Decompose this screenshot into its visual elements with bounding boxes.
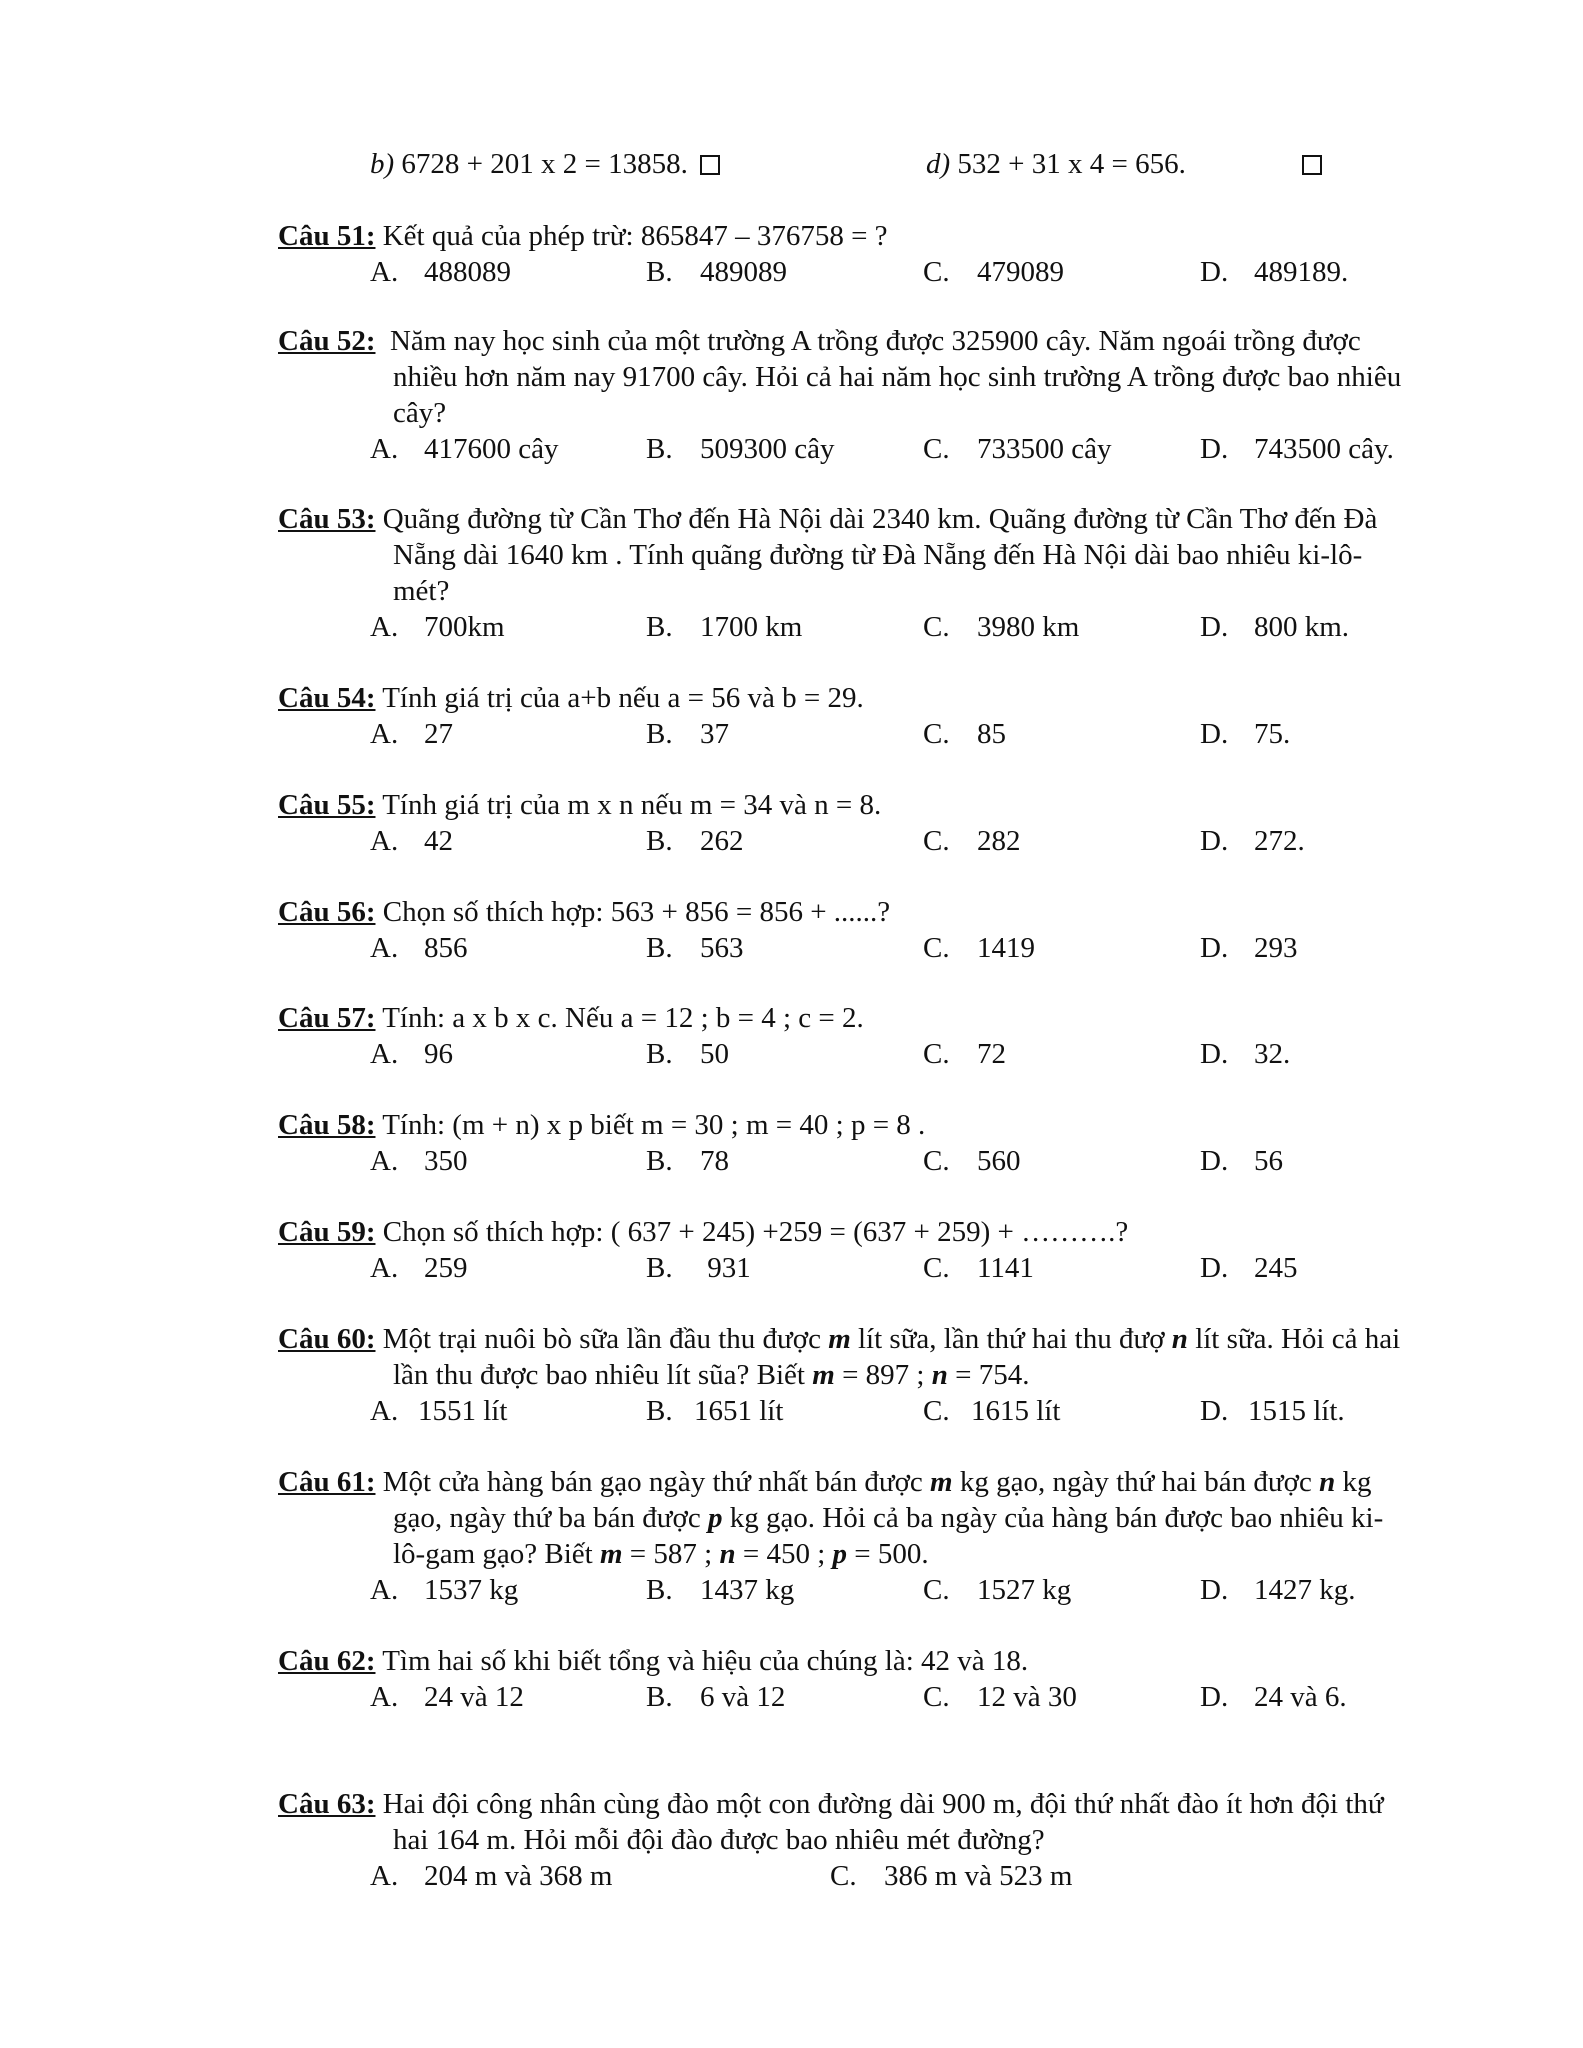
- answer-options: [278, 716, 1478, 752]
- question-number: Câu 56:: [278, 896, 376, 928]
- question-53: [278, 501, 1478, 645]
- option-c[interactable]: C. 1419: [923, 932, 1035, 964]
- option-c[interactable]: C. 85: [923, 718, 1006, 750]
- option-d[interactable]: D. 1427 kg.: [1200, 1574, 1356, 1606]
- option-b[interactable]: B. 1651 lít: [646, 1395, 784, 1427]
- question-63: [278, 1786, 1478, 1894]
- answer-options: [278, 1143, 1478, 1179]
- question-text-cont: nhiều hơn năm nay 91700 cây. Hỏi cả hai năm học sinh trường A trồng được bao nhiêu: [393, 361, 1402, 393]
- option-d[interactable]: D. 743500 cây.: [1200, 433, 1394, 465]
- option-c[interactable]: C. 282: [923, 825, 1021, 857]
- question-number: Câu 54:: [278, 682, 376, 714]
- option-c[interactable]: C. 1141: [923, 1252, 1034, 1284]
- question-number: Câu 63:: [278, 1788, 376, 1820]
- option-a[interactable]: A. 417600 cây: [370, 433, 559, 465]
- option-a[interactable]: A. 27: [370, 718, 453, 750]
- option-b[interactable]: B. 37: [646, 718, 729, 750]
- option-b[interactable]: B. 489089: [646, 256, 787, 288]
- checkbox-d[interactable]: [1302, 155, 1322, 175]
- option-c[interactable]: C. 560: [923, 1145, 1021, 1177]
- statement-d: d) 532 + 31 x 4 = 656.: [926, 148, 1186, 180]
- question-59: [278, 1214, 1478, 1286]
- option-d[interactable]: D. 800 km.: [1200, 611, 1350, 643]
- answer-options: [278, 1250, 1478, 1286]
- question-text: Tính giá trị của m x n nếu m = 34 và n = 8.: [382, 789, 882, 821]
- option-a[interactable]: A. 1537 kg: [370, 1574, 519, 1606]
- option-c[interactable]: C. 1615 lít: [923, 1395, 1061, 1427]
- answer-options: [278, 1572, 1478, 1608]
- question-54: [278, 680, 1478, 752]
- option-a[interactable]: A. 204 m và 368 m: [370, 1860, 613, 1892]
- answer-options: [278, 1393, 1478, 1429]
- question-61: Câu 61: Một cửa hàng bán gạo ngày thứ nhất bán được m kg gạo, ngày thứ hai bán được n kg gạo, ngày thứ ba bán được p kg gạo. Hỏi cả ba ngày của hàng bán được bao nhiêu ki- lô-gam gạo? Biết m = 587 ; n = 450 ; p = 500. A. 1537 kg B. 1437 kg C. 1527 kg D. 1427 kg.: [278, 1464, 1478, 1608]
- option-b[interactable]: B. 78: [646, 1145, 729, 1177]
- question-58: [278, 1107, 1478, 1179]
- question-text-cont: lô-gam gạo? Biết m = 587 ; n = 450 ; p = 500.: [393, 1538, 929, 1570]
- question-number: Câu 53:: [278, 503, 376, 535]
- option-d[interactable]: D. 1515 lít.: [1200, 1395, 1345, 1427]
- answer-options: [278, 1679, 1478, 1715]
- answer-options: [278, 609, 1478, 645]
- option-b[interactable]: B. 563: [646, 932, 744, 964]
- option-a[interactable]: A. 24 và 12: [370, 1681, 524, 1713]
- question-text: Tính: a x b x c. Nếu a = 12 ; b = 4 ; c = 2.: [382, 1002, 864, 1034]
- question-number: Câu 51:: [278, 220, 376, 252]
- question-text: Năm nay học sinh của một trường A trồng được 325900 cây. Năm ngoái trồng được: [389, 325, 1361, 357]
- option-a[interactable]: A. 1551 lít: [370, 1395, 508, 1427]
- option-c[interactable]: C. 386 m và 523 m: [830, 1860, 1073, 1892]
- option-d[interactable]: D. 293: [1200, 932, 1298, 964]
- option-b[interactable]: B. 1700 km: [646, 611, 803, 643]
- question-text-cont: lần thu được bao nhiêu lít sũa? Biết m = 897 ; n = 754.: [393, 1359, 1030, 1391]
- option-b[interactable]: B. 262: [646, 825, 744, 857]
- option-d[interactable]: D. 75.: [1200, 718, 1291, 750]
- question-56: [278, 894, 1478, 966]
- option-b[interactable]: B. 931: [646, 1252, 751, 1284]
- question-number: Câu 52:: [278, 325, 376, 357]
- option-d[interactable]: D. 56: [1200, 1145, 1283, 1177]
- previous-question-tail: [370, 146, 1470, 182]
- option-b[interactable]: B. 509300 cây: [646, 433, 835, 465]
- question-text: Tìm hai số khi biết tổng và hiệu của chúng là: 42 và 18.: [382, 1645, 1029, 1677]
- option-b[interactable]: B. 50: [646, 1038, 729, 1070]
- option-c[interactable]: C. 1527 kg: [923, 1574, 1072, 1606]
- question-number: Câu 58:: [278, 1109, 376, 1141]
- question-text: Hai đội công nhân cùng đào một con đường dài 900 m, đội thứ nhất đào ít hơn đội thứ: [382, 1788, 1384, 1820]
- option-b[interactable]: B. 6 và 12: [646, 1681, 786, 1713]
- question-text-cont: mét?: [393, 575, 450, 607]
- answer-options: [278, 431, 1478, 467]
- statement-b: b) 6728 + 201 x 2 = 13858.: [370, 146, 720, 182]
- option-c[interactable]: C. 3980 km: [923, 611, 1080, 643]
- option-d[interactable]: D. 32.: [1200, 1038, 1291, 1070]
- answer-options: [278, 254, 1478, 290]
- option-a[interactable]: A. 350: [370, 1145, 468, 1177]
- question-text: Tính giá trị của a+b nếu a = 56 và b = 29.: [382, 682, 864, 714]
- option-a[interactable]: A. 96: [370, 1038, 453, 1070]
- option-a[interactable]: A. 42: [370, 825, 453, 857]
- question-text: Chọn số thích hợp: ( 637 + 245) +259 = (637 + 259) + ……….?: [382, 1216, 1129, 1248]
- question-number: Câu 60:: [278, 1323, 376, 1355]
- checkbox-d-wrap: [1290, 146, 1322, 182]
- question-57: [278, 1000, 1478, 1072]
- question-text: Chọn số thích hợp: 563 + 856 = 856 + ......?: [382, 896, 891, 928]
- option-a[interactable]: A. 700km: [370, 611, 505, 643]
- option-d[interactable]: D. 272.: [1200, 825, 1305, 857]
- question-text: Tính: (m + n) x p biết m = 30 ; m = 40 ; p = 8 .: [382, 1109, 926, 1141]
- option-c[interactable]: C. 733500 cây: [923, 433, 1112, 465]
- question-text-cont: cây?: [393, 397, 447, 429]
- option-a[interactable]: A. 259: [370, 1252, 468, 1284]
- option-d[interactable]: D. 245: [1200, 1252, 1298, 1284]
- question-text-cont: Nẵng dài 1640 km . Tính quãng đường từ Đà Nẵng đến Hà Nội dài bao nhiêu ki-lô-: [393, 539, 1363, 571]
- question-55: [278, 787, 1478, 859]
- question-number: Câu 59:: [278, 1216, 376, 1248]
- option-d[interactable]: D. 24 và 6.: [1200, 1681, 1347, 1713]
- option-a[interactable]: A. 856: [370, 932, 468, 964]
- question-text-cont: gạo, ngày thứ ba bán được p kg gạo. Hỏi cả ba ngày của hàng bán được bao nhiêu ki-: [393, 1502, 1384, 1534]
- option-c[interactable]: C. 479089: [923, 256, 1064, 288]
- option-c[interactable]: C. 12 và 30: [923, 1681, 1077, 1713]
- question-60: Câu 60: Một trại nuôi bò sữa lần đầu thu được m lít sữa, lần thứ hai thu đượ n lít sữa. Hỏi cả hai lần thu được bao nhiêu lít sũa? Biết m = 897 ; n = 754. A. 1551 lít B. 1651 lít C. 1615 lít D. 1515 lít.: [278, 1321, 1478, 1429]
- answer-options: [278, 1036, 1478, 1072]
- question-number: Câu 62:: [278, 1645, 376, 1677]
- answer-options: [278, 1858, 1478, 1894]
- option-b[interactable]: B. 1437 kg: [646, 1574, 795, 1606]
- answer-options: [278, 823, 1478, 859]
- option-d[interactable]: D. 489189.: [1200, 256, 1349, 288]
- question-text-cont: hai 164 m. Hỏi mỗi đội đào được bao nhiêu mét đường?: [393, 1824, 1045, 1856]
- answer-options: [278, 930, 1478, 966]
- question-text: Kết quả của phép trừ: 865847 – 376758 = ?: [382, 220, 888, 252]
- option-a[interactable]: A. 488089: [370, 256, 511, 288]
- question-number: Câu 61:: [278, 1466, 376, 1498]
- option-c[interactable]: C. 72: [923, 1038, 1006, 1070]
- question-52: [278, 323, 1478, 467]
- question-number: Câu 55:: [278, 789, 376, 821]
- question-number: Câu 57:: [278, 1002, 376, 1034]
- question-51: [278, 218, 1478, 290]
- question-text: Quãng đường từ Cần Thơ đến Hà Nội dài 2340 km. Quãng đường từ Cần Thơ đến Đà: [382, 503, 1378, 535]
- checkbox-b[interactable]: [700, 155, 720, 175]
- question-62: [278, 1643, 1478, 1715]
